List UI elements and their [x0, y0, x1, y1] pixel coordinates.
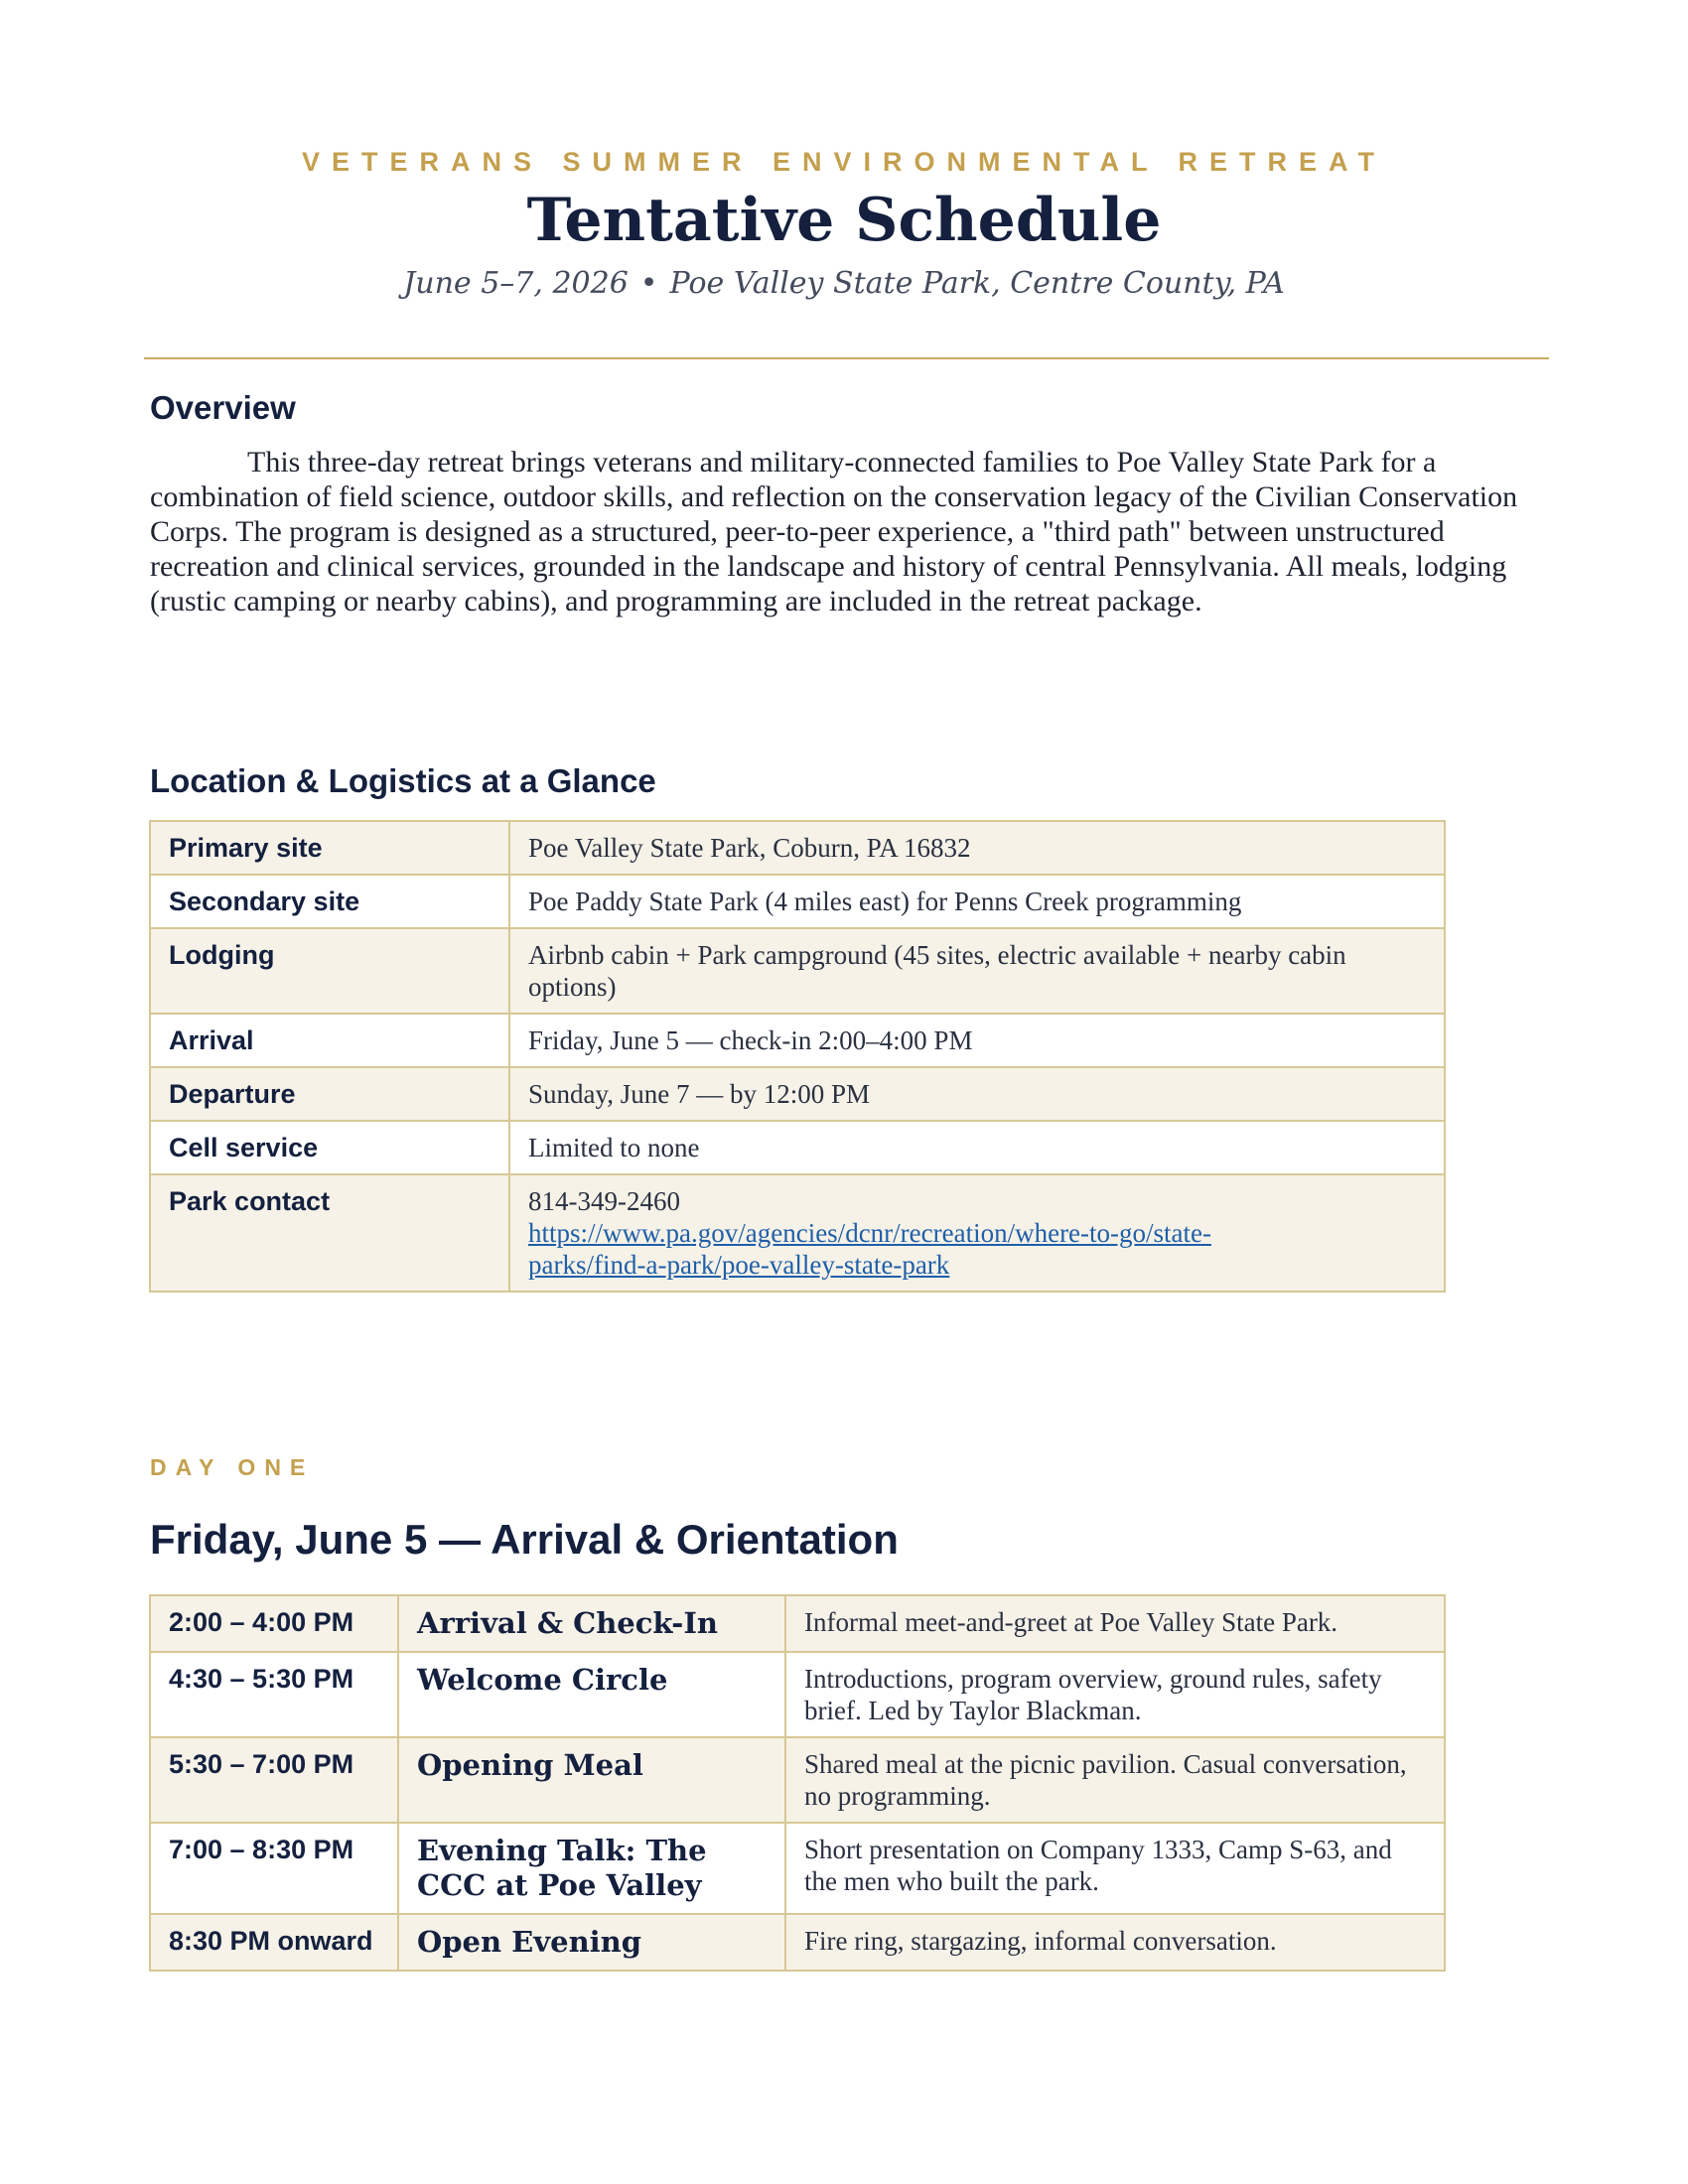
event-subtitle — [0, 264, 1688, 304]
row-label: Arrival — [150, 1014, 509, 1067]
event-dates: June 5–7, 2026 — [403, 266, 629, 301]
logistics-heading: Location & Logistics at a Glance — [150, 762, 656, 799]
table-row — [150, 1595, 1445, 1652]
table-row — [150, 821, 1445, 875]
retreat-kicker: VETERANS SUMMER ENVIRONMENTAL RETREAT — [301, 147, 1387, 177]
row-label: Primary site — [150, 821, 509, 875]
table-row — [150, 1737, 1445, 1823]
row-value — [509, 1174, 1445, 1292]
row-label: Secondary site — [150, 875, 509, 928]
activity-cell: Opening Meal — [398, 1737, 785, 1823]
day-kicker: DAY ONE — [150, 1454, 315, 1480]
table-row — [150, 1174, 1445, 1292]
activity-cell: Welcome Circle — [398, 1652, 785, 1737]
table-row — [150, 1914, 1445, 1971]
day-one-schedule-table — [149, 1594, 1446, 1972]
page-title: Tentative Schedule — [526, 186, 1162, 255]
row-value: Poe Valley State Park, Coburn, PA 16832 — [509, 821, 1445, 875]
park-phone: 814-349-2460 — [528, 1186, 680, 1216]
day-one-heading: Friday, June 5 — Arrival & Orientation — [150, 1516, 899, 1563]
time-cell: 2:00 – 4:00 PM — [150, 1595, 398, 1652]
row-value: Poe Paddy State Park (4 miles east) for Penns Creek programming — [509, 875, 1445, 928]
table-row — [150, 928, 1445, 1014]
row-label: Cell service — [150, 1121, 509, 1174]
time-cell: 5:30 – 7:00 PM — [150, 1737, 398, 1823]
header-divider — [144, 357, 1549, 359]
table-row — [150, 1121, 1445, 1174]
park-website-link[interactable]: https://www.pa.gov/agencies/dcnr/recreation/where-to-go/state- parks/find-a-park/poe-valley-state-park — [528, 1218, 1211, 1280]
logistics-table — [149, 820, 1446, 1293]
time-cell: 7:00 – 8:30 PM — [150, 1823, 398, 1914]
separator-bullet: • — [639, 266, 658, 301]
table-row — [150, 1652, 1445, 1737]
row-label: Lodging — [150, 928, 509, 1014]
row-value: Sunday, June 7 — by 12:00 PM — [509, 1067, 1445, 1121]
event-location: Poe Valley State Park, Centre County, PA — [669, 266, 1285, 301]
activity-cell: Evening Talk: The CCC at Poe Valley — [398, 1823, 785, 1914]
description-cell: Introductions, program overview, ground rules, safety brief. Led by Taylor Blackman. — [785, 1652, 1445, 1737]
description-cell: Short presentation on Company 1333, Camp S-63, and the men who built the park. — [785, 1823, 1445, 1914]
description-cell: Shared meal at the picnic pavilion. Casual conversation, no programming. — [785, 1737, 1445, 1823]
overview-heading: Overview — [150, 389, 296, 426]
activity-cell: Open Evening — [398, 1914, 785, 1971]
row-label: Park contact — [150, 1174, 509, 1292]
table-row — [150, 1823, 1445, 1914]
table-row — [150, 1014, 1445, 1067]
description-cell: Fire ring, stargazing, informal conversation. — [785, 1914, 1445, 1971]
description-cell: Informal meet-and-greet at Poe Valley State Park. — [785, 1595, 1445, 1652]
row-label: Departure — [150, 1067, 509, 1121]
table-row — [150, 1067, 1445, 1121]
row-value: Limited to none — [509, 1121, 1445, 1174]
overview-paragraph: This three-day retreat brings veterans and military-connected families to Poe Valley State Park for a combination of field science, outdoor skills, and reflection on the conservation legacy of the Civilian Conservation Corps. The program is designed as a structured, peer-to-peer experience, a "third path" between unstructured recreation and clinical services, grounded in the landscape and history of central Pennsylvania. All meals, lodging (rustic camping or nearby cabins), and programming are included in the retreat package. — [150, 446, 1518, 617]
time-cell: 8:30 PM onward — [150, 1914, 398, 1971]
table-row — [150, 875, 1445, 928]
activity-cell: Arrival & Check-In — [398, 1595, 785, 1652]
row-value: Friday, June 5 — check-in 2:00–4:00 PM — [509, 1014, 1445, 1067]
row-value: Airbnb cabin + Park campground (45 sites, electric available + nearby cabin options) — [509, 928, 1445, 1014]
time-cell: 4:30 – 5:30 PM — [150, 1652, 398, 1737]
